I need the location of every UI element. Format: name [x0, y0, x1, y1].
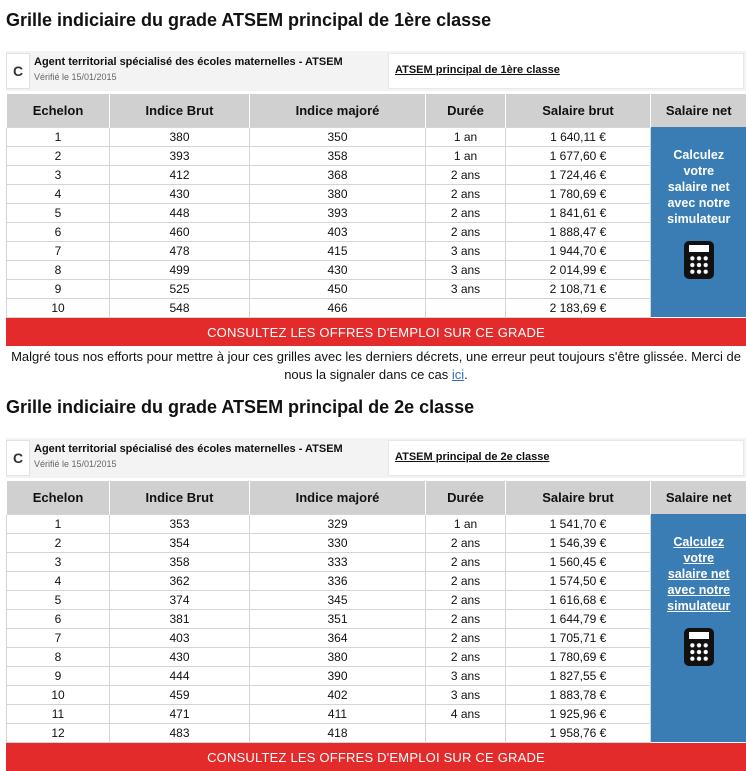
table-cell: 380 [250, 647, 426, 666]
simulator-text: Calculez [673, 148, 725, 162]
table-row [7, 533, 746, 552]
category-badge: C [6, 440, 30, 476]
table-cell: 11 [7, 704, 110, 723]
corps-name: Agent territorial spécialisé des écoles maternelles - ATSEM [34, 443, 343, 455]
table-cell: 362 [110, 571, 250, 590]
table-cell: 1 560,45 € [506, 552, 651, 571]
grade-info-bar [6, 438, 746, 478]
column-header: Indice majoré [250, 94, 426, 127]
table-cell: 3 [7, 552, 110, 571]
table-cell: 354 [110, 533, 250, 552]
table-cell: 466 [250, 298, 426, 317]
table-row [7, 552, 746, 571]
table-cell: 3 ans [426, 685, 506, 704]
table-cell: 402 [250, 685, 426, 704]
table-cell: 2 108,71 € [506, 279, 651, 298]
table-cell: 2 ans [426, 609, 506, 628]
category-badge: C [6, 53, 30, 89]
page-title: Grille indiciaire du grade ATSEM principal de 1ère classe [6, 10, 492, 30]
disclaimer-text: Malgré tous nos efforts pour mettre à jour ces grilles avec les derniers décrets, une erreur peut toujours s'être glissée. Merci de nous la signaler dans ce cas [11, 349, 741, 382]
table-cell: 8 [7, 260, 110, 279]
table-cell: 5 [7, 590, 110, 609]
grade-info-bar [6, 51, 746, 91]
table-cell: 2 ans [426, 533, 506, 552]
table-cell: 2 014,99 € [506, 260, 651, 279]
table-cell: 412 [110, 165, 250, 184]
table-cell: 374 [110, 590, 250, 609]
simulator-text: simulateur [667, 212, 731, 226]
table-cell: 330 [250, 533, 426, 552]
table-cell: 12 [7, 723, 110, 742]
table-cell: 2 183,69 € [506, 298, 651, 317]
table-cell: 2 [7, 533, 110, 552]
table-row [7, 514, 746, 533]
table-row [7, 666, 746, 685]
table-cell: 1 705,71 € [506, 628, 651, 647]
table-row [7, 704, 746, 723]
table-cell: 411 [250, 704, 426, 723]
table-cell: 1 541,70 € [506, 514, 651, 533]
table-cell: 336 [250, 571, 426, 590]
table-row [7, 184, 746, 203]
table-cell: 6 [7, 609, 110, 628]
table-cell: 2 ans [426, 203, 506, 222]
table-cell: 364 [250, 628, 426, 647]
table-row [7, 590, 746, 609]
simulator-text: votre [683, 164, 715, 178]
table-header-row [7, 481, 746, 514]
grade-link[interactable]: ATSEM principal de 2e classe [395, 451, 550, 463]
table-cell: 471 [110, 704, 250, 723]
table-cell: 3 ans [426, 666, 506, 685]
table-cell: 418 [250, 723, 426, 742]
simulator-text: avec notre [667, 196, 731, 210]
table-cell: 2 ans [426, 184, 506, 203]
table-cell: 2 ans [426, 590, 506, 609]
grade-link-box [388, 53, 744, 89]
table-cell: 329 [250, 514, 426, 533]
table-row [7, 203, 746, 222]
simulator-text: salaire net [667, 180, 730, 194]
column-header: Echelon [7, 94, 110, 127]
simulator-text: Calculez [673, 535, 725, 549]
table-cell: 7 [7, 628, 110, 647]
table-cell: 333 [250, 552, 426, 571]
table-cell: 2 ans [426, 165, 506, 184]
column-header: Salaire brut [506, 94, 651, 127]
table-cell: 381 [110, 609, 250, 628]
corps-name: Agent territorial spécialisé des écoles maternelles - ATSEM [34, 56, 343, 68]
table-cell: 1 616,68 € [506, 590, 651, 609]
table-cell: 1 an [426, 514, 506, 533]
table-cell: 1 958,76 € [506, 723, 651, 742]
table-row [7, 260, 746, 279]
table-cell: 2 [7, 146, 110, 165]
table-cell: 8 [7, 647, 110, 666]
simulator-text: avec notre [667, 583, 731, 597]
table-header-row [7, 94, 746, 127]
table-cell: 1 841,61 € [506, 203, 651, 222]
column-header: Indice Brut [110, 481, 250, 514]
table-cell: 1 883,78 € [506, 685, 651, 704]
table-cell: 459 [110, 685, 250, 704]
table-cell: 1 an [426, 146, 506, 165]
net-salary-simulator[interactable] [651, 514, 746, 742]
table-cell: 393 [250, 203, 426, 222]
grade-link-box [388, 440, 744, 476]
table-cell: 1 888,47 € [506, 222, 651, 241]
table-cell: 450 [250, 279, 426, 298]
disclaimer [6, 348, 746, 384]
table-cell: 10 [7, 298, 110, 317]
table-cell: 1 925,96 € [506, 704, 651, 723]
calculator-icon [684, 241, 714, 279]
table-cell: 351 [250, 609, 426, 628]
table-cell: 4 [7, 184, 110, 203]
table-cell: 1 [7, 127, 110, 146]
table-cell: 345 [250, 590, 426, 609]
column-header: Salaire net [651, 481, 746, 514]
table-cell: 2 ans [426, 571, 506, 590]
column-header: Durée [426, 94, 506, 127]
table-cell: 1 546,39 € [506, 533, 651, 552]
table-row [7, 571, 746, 590]
table-cell: 460 [110, 222, 250, 241]
table-cell: 3 ans [426, 279, 506, 298]
table-cell: 483 [110, 723, 250, 742]
table-cell: 1 780,69 € [506, 647, 651, 666]
table-cell: 444 [110, 666, 250, 685]
table-cell: 3 [7, 165, 110, 184]
table-row [7, 609, 746, 628]
table-cell [426, 298, 506, 317]
column-header: Durée [426, 481, 506, 514]
table-row [7, 723, 746, 742]
table-cell: 368 [250, 165, 426, 184]
table-cell: 358 [250, 146, 426, 165]
table-cell: 1 827,55 € [506, 666, 651, 685]
table-cell: 393 [110, 146, 250, 165]
table-cell: 2 ans [426, 222, 506, 241]
calculator-icon [684, 628, 714, 666]
table-cell: 5 [7, 203, 110, 222]
job-offers-button[interactable]: CONSULTEZ LES OFFRES D'EMPLOI SUR CE GRADE [6, 743, 746, 771]
simulator-text: simulateur [667, 599, 731, 613]
table-cell: 10 [7, 685, 110, 704]
table-cell: 1 724,46 € [506, 165, 651, 184]
disclaimer-end: . [464, 367, 468, 382]
table-row [7, 222, 746, 241]
table-cell: 415 [250, 241, 426, 260]
report-error-link[interactable]: ici [451, 367, 465, 382]
table-cell: 430 [110, 647, 250, 666]
table-cell: 403 [110, 628, 250, 647]
job-offers-button[interactable]: CONSULTEZ LES OFFRES D'EMPLOI SUR CE GRADE [6, 318, 746, 346]
table-cell: 448 [110, 203, 250, 222]
page-title: Grille indiciaire du grade ATSEM principal de 2e classe [6, 397, 475, 417]
column-header: Salaire brut [506, 481, 651, 514]
table-cell: 350 [250, 127, 426, 146]
table-row [7, 647, 746, 666]
salary-grid-table [6, 481, 746, 743]
simulator-text: votre [683, 551, 715, 565]
table-cell: 9 [7, 279, 110, 298]
table-cell: 1 644,79 € [506, 609, 651, 628]
table-cell: 358 [110, 552, 250, 571]
table-row [7, 165, 746, 184]
table-cell: 1 780,69 € [506, 184, 651, 203]
table-cell: 430 [110, 184, 250, 203]
table-cell: 1 677,60 € [506, 146, 651, 165]
table-cell: 9 [7, 666, 110, 685]
table-cell: 390 [250, 666, 426, 685]
simulator-text: salaire net [667, 567, 730, 581]
table-cell: 1 an [426, 127, 506, 146]
verified-date: Vérifié le 15/01/2015 [34, 459, 117, 469]
table-cell [426, 723, 506, 742]
table-cell: 3 ans [426, 260, 506, 279]
table-row [7, 279, 746, 298]
table-row [7, 241, 746, 260]
table-cell: 380 [110, 127, 250, 146]
table-row [7, 146, 746, 165]
table-cell: 525 [110, 279, 250, 298]
table-cell: 380 [250, 184, 426, 203]
table-row [7, 127, 746, 146]
column-header: Indice Brut [110, 94, 250, 127]
table-cell: 4 ans [426, 704, 506, 723]
net-salary-simulator[interactable] [651, 127, 746, 317]
table-cell: 499 [110, 260, 250, 279]
grade-link[interactable]: ATSEM principal de 1ère classe [395, 64, 560, 76]
verified-date: Vérifié le 15/01/2015 [34, 72, 117, 82]
table-cell: 403 [250, 222, 426, 241]
table-cell: 1 574,50 € [506, 571, 651, 590]
table-cell: 548 [110, 298, 250, 317]
table-row [7, 298, 746, 317]
table-cell: 1 944,70 € [506, 241, 651, 260]
column-header: Echelon [7, 481, 110, 514]
salary-grid-table [6, 94, 746, 318]
table-cell: 1 640,11 € [506, 127, 651, 146]
table-cell: 3 ans [426, 241, 506, 260]
table-cell: 2 ans [426, 552, 506, 571]
table-cell: 1 [7, 514, 110, 533]
table-row [7, 628, 746, 647]
table-cell: 7 [7, 241, 110, 260]
table-cell: 6 [7, 222, 110, 241]
table-cell: 430 [250, 260, 426, 279]
table-cell: 2 ans [426, 628, 506, 647]
table-cell: 478 [110, 241, 250, 260]
table-cell: 2 ans [426, 647, 506, 666]
column-header: Salaire net [651, 94, 746, 127]
table-row [7, 685, 746, 704]
column-header: Indice majoré [250, 481, 426, 514]
table-cell: 353 [110, 514, 250, 533]
table-cell: 4 [7, 571, 110, 590]
